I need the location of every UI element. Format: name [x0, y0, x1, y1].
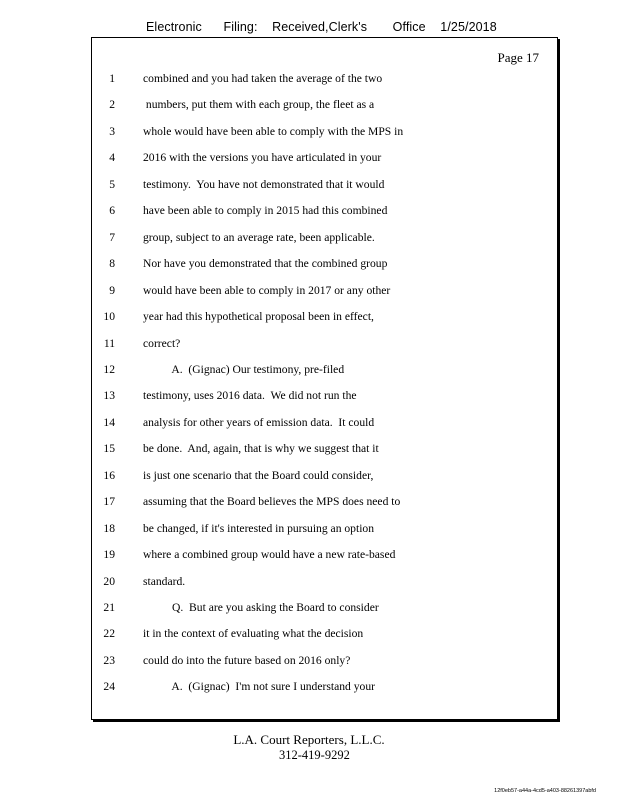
line-number: 16	[103, 468, 115, 482]
line-text: numbers, put them with each group, the fleet as a	[143, 98, 375, 112]
reporter-phone: 312-419-9292	[279, 748, 350, 762]
line-text: Q. But are you asking the Board to consider	[143, 601, 379, 614]
line-text: have been able to comply in 2015 had this combined	[143, 204, 388, 218]
line-number: 8	[109, 257, 115, 271]
line-text: would have been able to comply in 2017 or any other	[143, 283, 391, 297]
line-number: 1	[109, 72, 115, 85]
line-number: 20	[103, 574, 115, 588]
document-id: 12f0eb57-a44a-4cd5-a403-88261397abfd	[494, 788, 596, 794]
line-text: A. (Gignac) I'm not sure I understand your	[143, 680, 375, 694]
line-text: combined and you had taken the average of the two	[143, 72, 383, 85]
line-number: 21	[103, 601, 115, 614]
line-text: where a combined group would have a new rate-based	[143, 548, 396, 562]
stamp-word-filing: Filing:	[223, 20, 258, 34]
line-number: 6	[109, 204, 115, 218]
line-number: 11	[103, 336, 115, 350]
line-text: be changed, if it's interested in pursuing an option	[143, 521, 375, 535]
line-text: be done. And, again, that is why we suggest that it	[143, 442, 379, 456]
line-number: 18	[103, 521, 115, 535]
stamp-word-received: Received,Clerk's	[272, 20, 368, 34]
line-text: analysis for other years of emission data. It could	[143, 415, 375, 429]
line-text: A. (Gignac) Our testimony, pre-filed	[143, 362, 345, 376]
line-text: standard.	[143, 574, 186, 588]
line-text: Nor have you demonstrated that the combined group	[143, 257, 388, 271]
line-number: 17	[103, 495, 115, 509]
line-number: 23	[103, 653, 115, 667]
line-text: 2016 with the versions you have articulated in your	[143, 151, 382, 165]
line-text: is just one scenario that the Board could consider,	[143, 468, 374, 482]
line-text: assuming that the Board believes the MPS does need to	[143, 495, 401, 509]
line-text: it in the context of evaluating what the decision	[143, 627, 364, 641]
line-text: could do into the future based on 2016 only?	[143, 653, 351, 667]
line-number: 5	[109, 177, 115, 191]
stamp-word-office: Office	[392, 20, 426, 34]
line-text: testimony, uses 2016 data. We did not run the	[143, 389, 357, 403]
line-text: testimony. You have not demonstrated that it would	[143, 177, 385, 191]
line-text: correct?	[143, 336, 181, 350]
line-number: 7	[109, 230, 115, 244]
line-text: whole would have been able to comply with the MPS in	[143, 124, 404, 138]
line-text: year had this hypothetical proposal been in effect,	[143, 310, 374, 324]
filing-stamp	[146, 20, 497, 34]
line-number: 3	[109, 124, 115, 138]
line-text: group, subject to an average rate, been applicable.	[143, 230, 375, 244]
line-number: 2	[109, 98, 115, 112]
reporter-company: L.A. Court Reporters, L.L.C.	[233, 732, 385, 747]
line-number: 24	[103, 680, 115, 694]
stamp-date: 1/25/2018	[440, 20, 497, 34]
line-number: 4	[109, 151, 115, 165]
line-number: 14	[103, 415, 115, 429]
page-number: Page 17	[497, 50, 539, 65]
line-number: 15	[103, 442, 115, 456]
line-number: 9	[109, 283, 115, 297]
stamp-word-electronic: Electronic	[146, 20, 202, 34]
page-footer	[0, 732, 618, 762]
line-number: 22	[103, 627, 115, 641]
line-number: 19	[103, 548, 115, 562]
line-number: 12	[103, 362, 115, 376]
transcript-page-frame	[91, 37, 558, 720]
line-number: 13	[103, 389, 115, 403]
line-number: 10	[103, 310, 115, 324]
